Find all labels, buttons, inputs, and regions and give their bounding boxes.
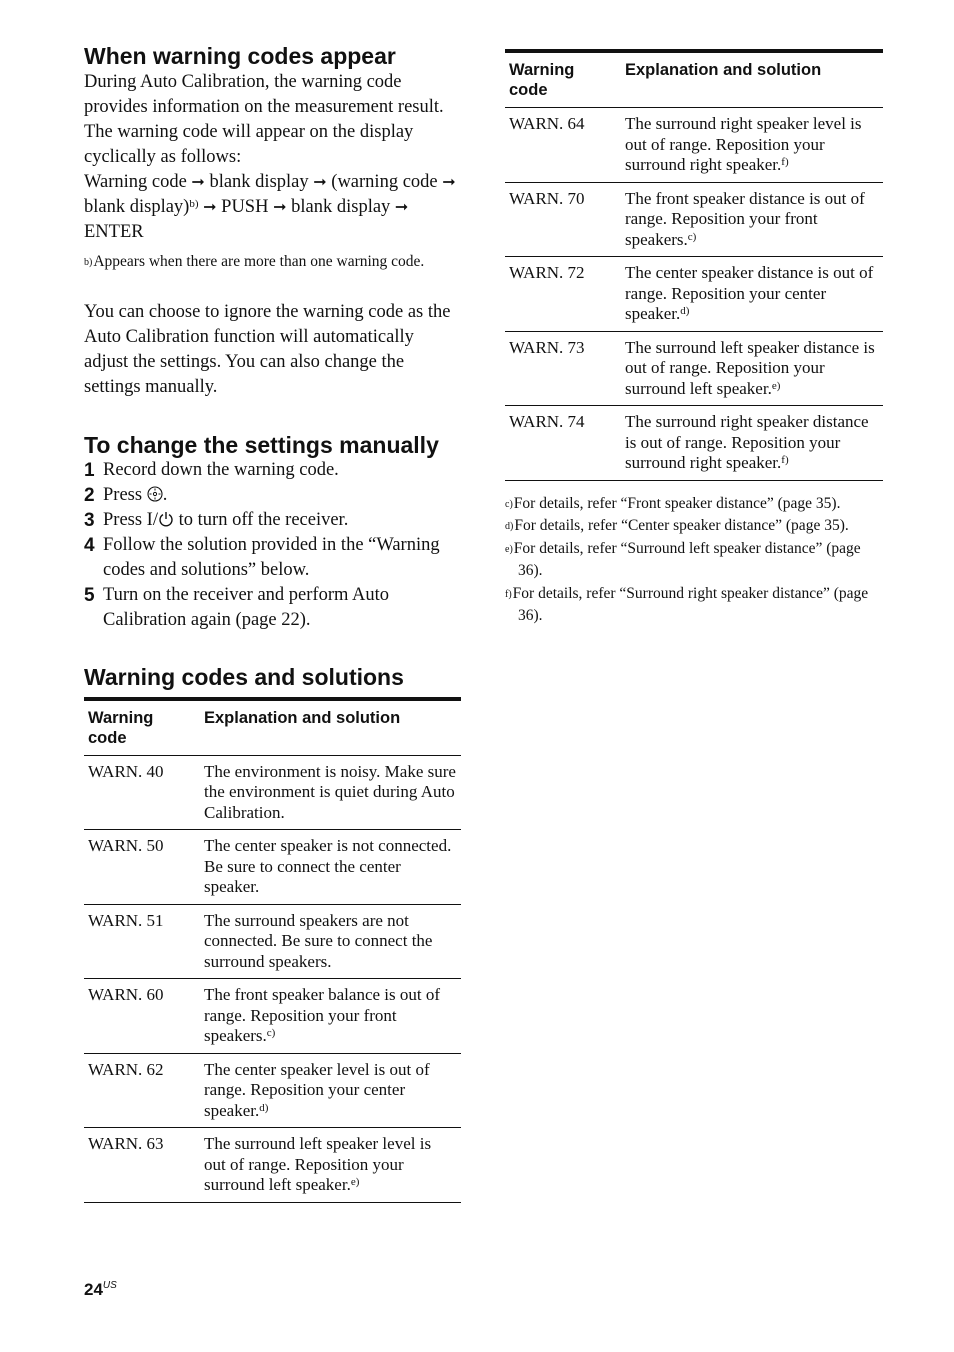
right-arrow-icon: ➞ — [203, 199, 217, 216]
seq-warning-code: Warning code — [84, 172, 187, 192]
explanation-text: The surround right speaker distance is out of range. Reposition your surround right speaker. — [625, 412, 869, 472]
explanation — [200, 979, 461, 1054]
explanation-text: The surround left speaker level is out of range. Reposition your surround left speaker. — [204, 1134, 432, 1194]
footnote-mark: d) — [259, 1101, 269, 1114]
footnote-text: For details, refer “Center speaker distance” (page 35). — [514, 517, 849, 534]
explanation — [200, 1053, 461, 1128]
explanation — [200, 830, 461, 905]
step-text: Follow the solution provided in the “Warning codes and solutions” below. — [103, 534, 440, 580]
explanation — [200, 755, 461, 830]
column-header-explanation: Explanation and solution — [200, 699, 461, 756]
table-row — [505, 406, 883, 481]
heading-when-warning-codes-appear: When warning codes appear — [84, 43, 396, 69]
footnote-text: For details, refer “Surround right speaker distance” (page 36). — [512, 584, 869, 624]
page-number — [84, 1280, 117, 1300]
footnote-e — [505, 538, 883, 583]
footnote-mark: e) — [350, 1176, 360, 1188]
step-number: 4 — [84, 534, 95, 556]
table-row — [84, 904, 461, 979]
footnote-b-mark: b) — [84, 257, 93, 268]
explanation — [200, 1128, 461, 1203]
page-number-value: 24 — [84, 1280, 103, 1299]
table-header-row — [505, 51, 883, 108]
right-arrow-icon: ➞ — [394, 199, 409, 216]
warning-code: WARN. 73 — [505, 331, 621, 406]
warning-codes-table-right — [505, 49, 883, 481]
column-header-code: Warning code — [84, 699, 200, 756]
footnotes — [505, 493, 883, 628]
footnote-b — [84, 251, 461, 274]
explanation-text: The surround left speaker distance is out of range. Reposition your surround left speaker. — [625, 337, 875, 398]
page-number-suffix: US — [102, 1280, 117, 1291]
step-number: 2 — [84, 484, 95, 506]
step-text: Record down the warning code. — [103, 459, 339, 480]
explanation-text: The front speaker balance is out of range. Reposition your front speakers. — [204, 985, 441, 1045]
footnote-b-text: Appears when there are more than one warning code. — [93, 253, 425, 270]
footnote-d — [505, 515, 883, 538]
heading-change-settings: To change the settings manually — [84, 431, 439, 458]
table-row — [84, 1128, 461, 1203]
warning-code: WARN. 70 — [505, 182, 621, 257]
right-arrow-icon: ➞ — [191, 174, 205, 191]
explanation-text: The center speaker is not connected. Be sure to connect the center speaker. — [204, 836, 452, 896]
right-arrow-icon: ➞ — [442, 174, 456, 191]
column-header-explanation: Explanation and solution — [621, 51, 883, 108]
step-1 — [84, 458, 461, 483]
explanation — [621, 406, 883, 481]
table-row — [84, 1053, 461, 1128]
explanation-text: The surround right speaker level is out of range. Reposition your surround right speaker. — [625, 114, 862, 174]
power-icon — [158, 511, 174, 527]
footnote-c — [505, 493, 883, 516]
enter-button-icon — [147, 486, 163, 502]
footnote-text: For details, refer “Front speaker distance” (page 35). — [513, 494, 841, 512]
table-row — [84, 830, 461, 905]
footnote-mark: b) — [189, 198, 199, 210]
footnote-mark: e) — [505, 543, 513, 555]
step-text: Turn on the receiver and perform Auto Calibration again (page 22). — [103, 584, 389, 630]
step-2 — [84, 483, 461, 508]
step-number: 5 — [84, 584, 95, 606]
explanation-text: The front speaker distance is out of range. Reposition your front speakers. — [625, 188, 865, 249]
warning-code: WARN. 64 — [505, 108, 621, 183]
table-row — [84, 979, 461, 1054]
footnote-mark: f) — [781, 454, 789, 466]
step-number: 1 — [84, 459, 95, 481]
warning-code: WARN. 62 — [84, 1053, 200, 1128]
warning-codes-table-left — [84, 697, 461, 1203]
table-row — [505, 257, 883, 332]
left-column — [84, 44, 461, 1203]
explanation — [200, 904, 461, 979]
explanation-text: The center speaker distance is out of range. Reposition your center speaker. — [625, 263, 874, 323]
table-row — [505, 108, 883, 183]
explanation-text: The center speaker level is out of range. Reposition your center speaker. — [204, 1059, 430, 1120]
warning-code: WARN. 40 — [84, 755, 200, 830]
warning-code: WARN. 74 — [505, 406, 621, 481]
seq-blank-display-3: blank display — [291, 197, 391, 217]
warning-code: WARN. 72 — [505, 257, 621, 332]
right-arrow-icon: ➞ — [273, 199, 287, 216]
step-3 — [84, 508, 461, 533]
warning-code: WARN. 51 — [84, 904, 200, 979]
step-number: 3 — [84, 509, 95, 531]
footnote-mark: d) — [680, 305, 690, 317]
warning-code: WARN. 63 — [84, 1128, 200, 1203]
explanation-text: The environment is noisy. Make sure the environment is quiet during Auto Calibration. — [204, 761, 456, 822]
table-header-row — [84, 699, 461, 756]
table-row — [505, 331, 883, 406]
step-text: Press — [103, 484, 143, 505]
display-sequence — [84, 170, 461, 245]
footnote-mark: c) — [505, 498, 513, 510]
step-text-end: to turn off the receiver. — [174, 509, 349, 530]
right-column — [505, 49, 883, 628]
footnote-text: For details, refer “Surround left speaker distance” (page 36). — [513, 539, 861, 579]
footnote-mark: e) — [771, 379, 781, 392]
seq-enter: ENTER — [84, 222, 144, 242]
footnote-mark: f) — [505, 588, 512, 600]
heading-warning-codes: Warning codes and solutions — [84, 663, 404, 690]
seq-blank-display-2: blank display) — [84, 197, 190, 217]
intro-paragraph: During Auto Calibration, the warning code provides information on the measurement result. The warning code will appear on the display cyclically as follows: — [84, 72, 444, 167]
step-4 — [84, 533, 461, 583]
seq-warning-code-2: (warning code — [331, 172, 438, 192]
explanation — [621, 257, 883, 332]
explanation — [621, 182, 883, 257]
step-text-end: . — [162, 484, 168, 505]
steps-list — [84, 458, 461, 633]
footnote-mark: d) — [505, 521, 514, 532]
warning-code: WARN. 50 — [84, 830, 200, 905]
seq-blank-display: blank display — [209, 172, 309, 192]
step-text: Press I/ — [103, 509, 158, 530]
warning-code: WARN. 60 — [84, 979, 200, 1054]
column-header-code: Warning code — [505, 51, 621, 108]
footnote-mark: f) — [781, 156, 789, 168]
explanation — [621, 108, 883, 183]
step-5 — [84, 583, 461, 633]
ignore-paragraph: You can choose to ignore the warning code as the Auto Calibration function will automatically adjust the settings. You can also change the settings manually. — [84, 301, 451, 397]
seq-push: PUSH — [221, 197, 269, 217]
footnote-mark: c) — [687, 230, 697, 243]
explanation — [621, 331, 883, 406]
right-arrow-icon: ➞ — [313, 174, 327, 191]
table-row — [505, 182, 883, 257]
footnote-f — [505, 583, 883, 628]
footnote-mark: c) — [266, 1027, 276, 1039]
explanation-text: The surround speakers are not connected. Be sure to connect the surround speakers. — [204, 910, 433, 971]
table-row — [84, 755, 461, 830]
